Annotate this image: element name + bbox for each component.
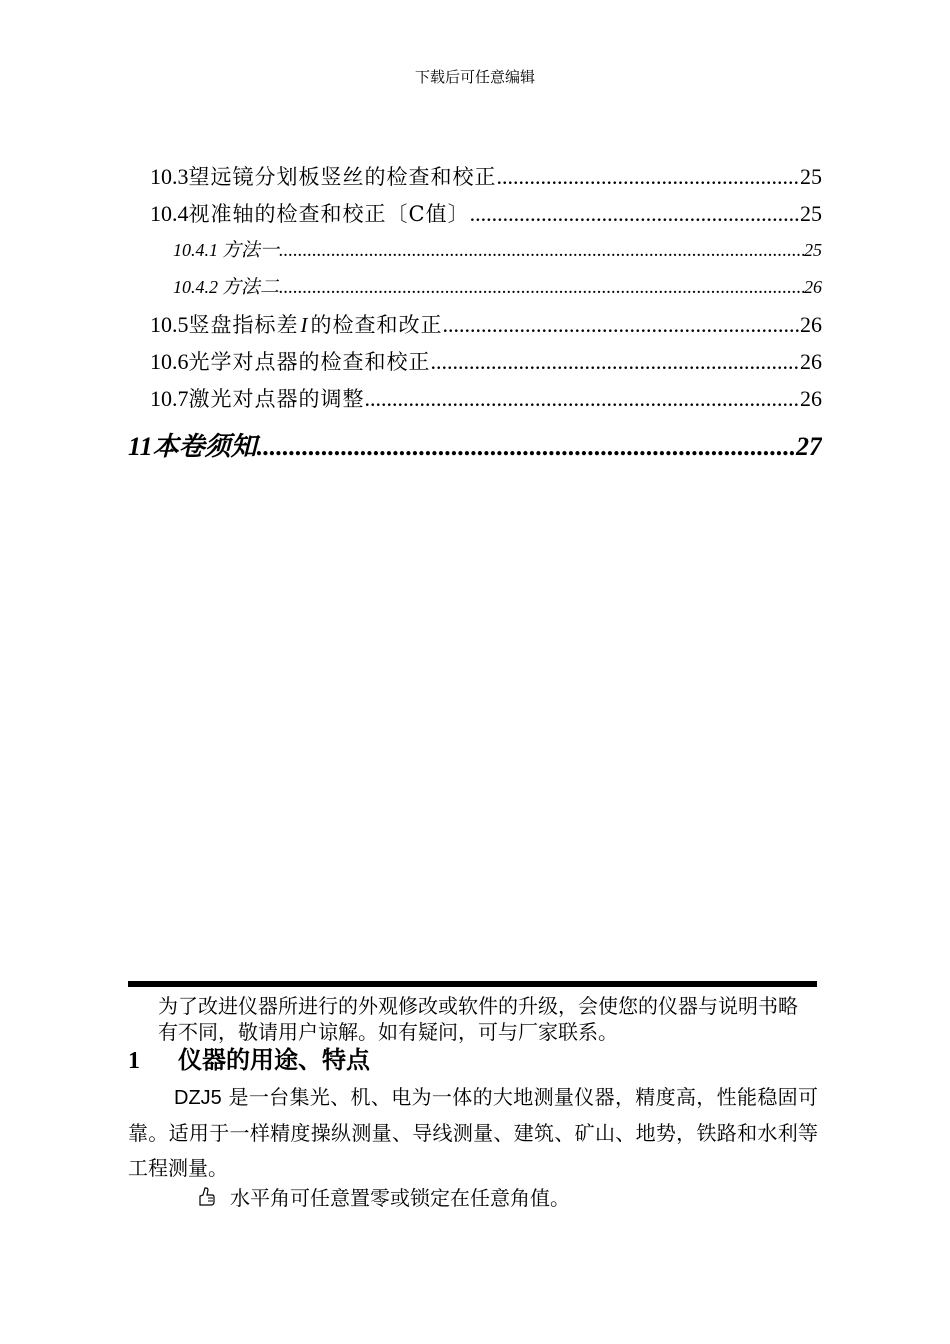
toc-entry-10-4-2[interactable] [173,272,822,299]
toc-number: 10.7 [150,386,189,411]
toc-title: 方法一 [221,239,279,261]
toc-entry-10-4-1[interactable] [173,235,822,262]
toc-number: 10.4 [150,201,189,226]
toc-dot-leader [443,312,801,338]
toc-title: 光学对点器的检查和校正 [188,350,431,374]
toc-title-part: 竖盘指标差 [188,313,299,337]
notice-text: 为了改进仪器所进行的外观修改或软件的升级，会使您的仪器与说明书略有不同，敬请用户谅解。如有疑问，可与厂家联系。 [158,994,798,1044]
toc-dot-leader [257,432,796,462]
toc-entry-10-7[interactable] [150,383,822,413]
toc-entry-10-6[interactable] [150,346,822,376]
toc-title: 激光对点器的调整 [188,387,365,411]
toc-title: 方法二 [221,276,279,298]
section-heading [128,1040,370,1075]
toc-page-number: 25 [804,240,822,260]
horizontal-rule [128,981,817,987]
toc-dot-leader [497,164,801,190]
toc-title-part: 的检查和改正 [310,313,443,337]
toc-dot-leader [279,277,804,299]
toc-title-symbol: I [300,313,309,337]
toc-page-number: 26 [804,277,822,297]
toc-page-number: 26 [800,312,822,337]
body-text: 是一台集光、机、电为一体的大地测量仪器，精度高，性能稳固可靠。适用于一样精度操纵测量、导线测量、建筑、矿山、地势，铁路和水利等工程测量。 [128,1085,819,1180]
toc-page-number: 25 [800,164,822,189]
toc-title: 视准轴的检查和校正〔C值〕 [188,202,470,226]
toc-dot-leader [470,201,800,227]
bullet-text: 水平角可任意置零或锁定在任意角值。 [230,1186,570,1210]
section-title: 仪器的用途、特点 [178,1045,370,1074]
toc-entry-11[interactable] [128,426,822,463]
toc-dot-leader [365,386,801,412]
toc-entry-10-5[interactable] [150,309,822,339]
toc-entry-10-4[interactable] [150,198,822,228]
model-name: DZJ5 [174,1087,222,1109]
toc-title [189,309,443,339]
toc-title: 本卷须知 [152,432,257,462]
toc-number: 10.4.2 [173,277,218,297]
toc-number: 10.6 [150,349,189,374]
page-header-note: 下载后可任意编辑 [414,68,535,86]
toc-title: 望远镜分划板竖丝的检查和校正 [188,165,497,189]
toc-number: 11 [128,432,153,461]
toc-page-number: 25 [800,201,822,226]
toc-number: 10.5 [150,312,189,337]
toc-entry-10-3[interactable] [150,161,822,191]
toc-dot-leader [431,349,801,375]
toc-number: 10.4.1 [173,240,218,260]
bullet-item [196,1182,570,1211]
body-paragraph [128,1080,818,1186]
toc-page-number: 26 [800,386,822,411]
section-number: 1 [128,1048,140,1074]
toc-page-number: 27 [796,432,822,461]
pointing-hand-icon [196,1186,218,1208]
toc-page-number: 26 [800,349,822,374]
toc-dot-leader [279,240,804,262]
toc-number: 10.3 [150,164,189,189]
